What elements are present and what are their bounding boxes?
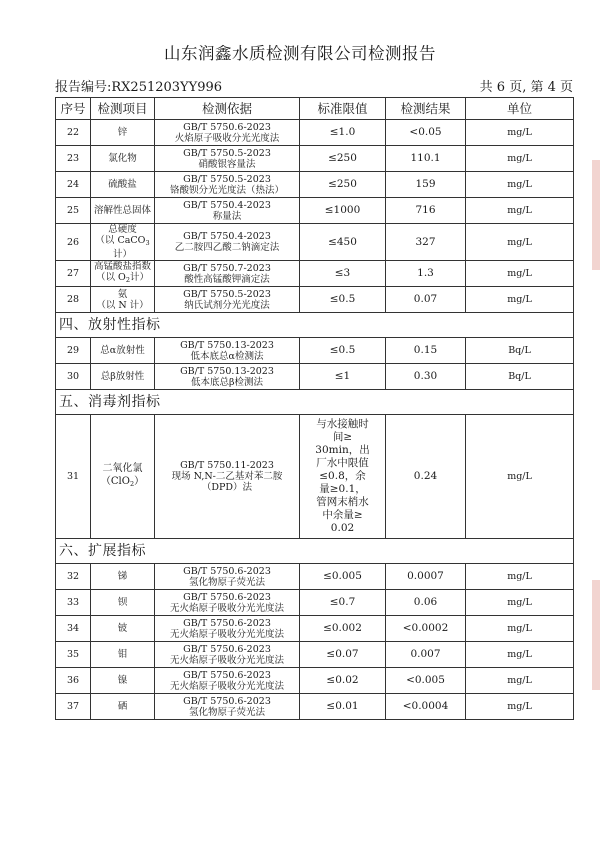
cell-unit: mg/L <box>466 146 574 172</box>
header-basis: 检测依据 <box>155 98 300 120</box>
cell-no: 37 <box>56 694 91 720</box>
cell-result: 0.007 <box>386 642 466 668</box>
cell-item: 溶解性总固体 <box>91 198 155 224</box>
table-row <box>56 616 574 642</box>
cell-result: 0.0007 <box>386 564 466 590</box>
header-item: 检测项目 <box>91 98 155 120</box>
method-name: 无火焰原子吸收分光光度法 <box>169 602 284 614</box>
cell-basis <box>155 694 300 720</box>
cell-item: 氯化物 <box>91 146 155 172</box>
cell-unit: mg/L <box>466 287 574 313</box>
cell-item: 钼 <box>91 642 155 668</box>
method-name: 纳氏试剂分光光度法 <box>184 299 270 311</box>
table-row <box>56 198 574 224</box>
cell-result: <0.05 <box>386 120 466 146</box>
cell-result: 0.30 <box>386 364 466 390</box>
item-subscript: 2 <box>129 480 135 488</box>
table-row <box>56 120 574 146</box>
table-row <box>56 261 574 287</box>
results-table <box>55 97 574 720</box>
section-title-radioactivity: 四、放射性指标 <box>56 313 574 338</box>
cell-limit: ≤450 <box>300 224 386 261</box>
cell-limit: ≤1000 <box>300 198 386 224</box>
std-code: GB/T 5750.5-2023 <box>183 173 271 185</box>
header-limit: 标准限值 <box>300 98 386 120</box>
limit-line: 厂水中限值 <box>316 457 369 469</box>
cell-result: 327 <box>386 224 466 261</box>
cell-item: 钡 <box>91 590 155 616</box>
cell-basis <box>155 564 300 590</box>
cell-limit: ≤0.07 <box>300 642 386 668</box>
seal-edge-bottom <box>592 580 600 690</box>
rows-group-b <box>56 338 574 390</box>
cell-result: 0.07 <box>386 287 466 313</box>
cell-no: 22 <box>56 120 91 146</box>
method-name: 无火焰原子吸收分光光度法 <box>169 628 284 640</box>
cell-result: <0.0004 <box>386 694 466 720</box>
cell-limit: ≤0.02 <box>300 668 386 694</box>
cell-unit: mg/L <box>466 224 574 261</box>
cell-result: 0.24 <box>386 415 466 539</box>
cell-limit: ≤0.7 <box>300 590 386 616</box>
item-subscript: 3 <box>145 239 150 247</box>
report-title: 山东润鑫水质检测有限公司检测报告 <box>164 44 436 63</box>
cell-basis <box>155 261 300 287</box>
cell-no: 36 <box>56 668 91 694</box>
cell-unit: mg/L <box>466 668 574 694</box>
cell-basis <box>155 616 300 642</box>
section-row <box>56 539 574 564</box>
report-number: 报告编号:RX251203YY996 <box>55 80 223 95</box>
method-name: 乙二胺四乙酸二钠滴定法 <box>174 242 280 253</box>
method-name: 无火焰原子吸收分光光度法 <box>169 680 284 692</box>
method-name: 低本底总α检测法 <box>190 350 264 362</box>
std-code: GB/T 5750.6-2023 <box>183 591 271 603</box>
item-line: ） <box>134 476 145 487</box>
section-row <box>56 313 574 338</box>
rows-group-c <box>56 564 574 720</box>
method-name: 无火焰原子吸收分光光度法 <box>169 654 284 666</box>
cell-unit: Bq/L <box>466 338 574 364</box>
cell-unit: mg/L <box>466 616 574 642</box>
header-result: 检测结果 <box>386 98 466 120</box>
cell-no: 33 <box>56 590 91 616</box>
cell-item: 总β放射性 <box>91 364 155 390</box>
cell-item: 硫酸盐 <box>91 172 155 198</box>
cell-no: 24 <box>56 172 91 198</box>
cell-unit: mg/L <box>466 590 574 616</box>
table-row <box>56 668 574 694</box>
std-code: GB/T 5750.13-2023 <box>180 365 274 377</box>
table-row <box>56 172 574 198</box>
cell-no: 26 <box>56 224 91 261</box>
table-row <box>56 590 574 616</box>
table-row <box>56 146 574 172</box>
cell-limit: ≤0.005 <box>300 564 386 590</box>
limit-line: 管网末梢水 <box>316 496 369 508</box>
seal-edge-top <box>592 160 600 270</box>
cell-result: <0.0002 <box>386 616 466 642</box>
cell-no: 34 <box>56 616 91 642</box>
method-name: 称量法 <box>212 210 242 222</box>
cell-basis <box>155 120 300 146</box>
std-code: GB/T 5750.6-2023 <box>183 643 271 655</box>
cell-limit: ≤3 <box>300 261 386 287</box>
section-row <box>56 390 574 415</box>
cell-basis <box>155 668 300 694</box>
item-line: （ClO <box>100 476 130 487</box>
cell-item: 硒 <box>91 694 155 720</box>
cell-no: 35 <box>56 642 91 668</box>
cell-no: 30 <box>56 364 91 390</box>
cell-no: 23 <box>56 146 91 172</box>
table-row <box>56 564 574 590</box>
header-no: 序号 <box>56 98 91 120</box>
std-code: GB/T 5750.5-2023 <box>183 147 271 159</box>
table-row <box>56 415 574 539</box>
method-name: 氢化物原子荧光法 <box>188 706 265 718</box>
cell-no: 29 <box>56 338 91 364</box>
cell-item <box>91 415 155 539</box>
std-code: GB/T 5750.13-2023 <box>180 339 274 351</box>
item-line: （以 CaCO <box>95 235 146 246</box>
cell-item: 总α放射性 <box>91 338 155 364</box>
limit-line: 与水接触时 <box>316 418 369 430</box>
cell-item: 铍 <box>91 616 155 642</box>
cell-basis <box>155 198 300 224</box>
std-code: GB/T 5750.6-2023 <box>183 617 271 629</box>
cell-unit: mg/L <box>466 564 574 590</box>
cell-limit: ≤0.002 <box>300 616 386 642</box>
cell-unit: mg/L <box>466 415 574 539</box>
cell-item: 锑 <box>91 564 155 590</box>
cell-result: 0.15 <box>386 338 466 364</box>
std-code: GB/T 5750.11-2023 <box>180 460 274 471</box>
limit-line: ≤0.8，余 <box>319 470 366 482</box>
cell-limit: ≤1 <box>300 364 386 390</box>
table-header-row <box>56 98 574 120</box>
cell-item: 镍 <box>91 668 155 694</box>
std-code: GB/T 5750.4-2023 <box>183 231 271 242</box>
cell-item <box>91 261 155 287</box>
cell-limit: ≤0.5 <box>300 338 386 364</box>
std-code: GB/T 5750.7-2023 <box>183 262 271 274</box>
method-name: 低本底总β检测法 <box>191 376 263 388</box>
item-line: 计） <box>112 249 132 260</box>
cell-unit: mg/L <box>466 120 574 146</box>
std-code: GB/T 5750.4-2023 <box>183 199 271 211</box>
table-row <box>56 338 574 364</box>
cell-result: 0.06 <box>386 590 466 616</box>
page-indicator: 共 6 页, 第 4 页 <box>479 80 573 95</box>
cell-unit: mg/L <box>466 642 574 668</box>
item-line: （以 N 计） <box>96 299 149 311</box>
cell-basis <box>155 364 300 390</box>
cell-result: 1.3 <box>386 261 466 287</box>
cell-basis <box>155 287 300 313</box>
rows-group-a <box>56 120 574 224</box>
cell-basis <box>155 338 300 364</box>
method-name: 现场 N,N-二乙基对苯二胺 <box>171 471 283 482</box>
method-name: 硝酸银容量法 <box>198 158 256 170</box>
cell-basis <box>155 642 300 668</box>
cell-basis <box>155 415 300 539</box>
cell-unit: mg/L <box>466 198 574 224</box>
cell-limit: ≤0.01 <box>300 694 386 720</box>
table-row <box>56 642 574 668</box>
item-line: 二氧化氯 <box>102 463 143 474</box>
std-code: GB/T 5750.6-2023 <box>183 669 271 681</box>
cell-basis <box>155 146 300 172</box>
cell-item <box>91 287 155 313</box>
cell-result: 110.1 <box>386 146 466 172</box>
table-row <box>56 287 574 313</box>
cell-no: 31 <box>56 415 91 539</box>
cell-unit: Bq/L <box>466 364 574 390</box>
cell-no: 32 <box>56 564 91 590</box>
cell-basis <box>155 590 300 616</box>
method-name: 氢化物原子荧光法 <box>188 576 265 588</box>
cell-limit <box>300 415 386 539</box>
cell-unit: mg/L <box>466 694 574 720</box>
item-line: 氨 <box>117 288 128 300</box>
item-line: 计） <box>129 272 149 283</box>
method-name: （DPD）法 <box>201 482 253 493</box>
cell-no: 27 <box>56 261 91 287</box>
method-name: 酸性高锰酸钾滴定法 <box>184 273 270 285</box>
cell-unit: mg/L <box>466 172 574 198</box>
limit-line: 30min，出 <box>315 444 370 456</box>
std-code: GB/T 5750.6-2023 <box>183 565 271 577</box>
cell-unit: mg/L <box>466 261 574 287</box>
std-code: GB/T 5750.6-2023 <box>183 695 271 707</box>
cell-result: <0.005 <box>386 668 466 694</box>
limit-line: 中余量≥ <box>322 509 363 521</box>
table-row <box>56 694 574 720</box>
cell-basis <box>155 172 300 198</box>
cell-item <box>91 224 155 261</box>
limit-line: 间≥ <box>332 431 353 443</box>
cell-item: 锌 <box>91 120 155 146</box>
cell-basis <box>155 224 300 261</box>
item-line: 总硬度 <box>108 224 137 235</box>
limit-line: 量≥0.1， <box>319 483 366 495</box>
item-line: 高锰酸盐指数（以 O <box>93 261 151 283</box>
item-subscript: 2 <box>125 276 130 284</box>
section-title-disinfectant: 五、消毒剂指标 <box>56 390 574 415</box>
limit-line: 0.02 <box>330 522 355 534</box>
cell-limit: ≤1.0 <box>300 120 386 146</box>
table-row <box>56 364 574 390</box>
cell-result: 159 <box>386 172 466 198</box>
header-unit: 单位 <box>466 98 574 120</box>
section-title-extended: 六、扩展指标 <box>56 539 574 564</box>
method-name: 铬酸钡分光光度法（热法） <box>169 184 284 196</box>
std-code: GB/T 5750.6-2023 <box>183 121 271 133</box>
cell-no: 25 <box>56 198 91 224</box>
cell-no: 28 <box>56 287 91 313</box>
cell-limit: ≤250 <box>300 172 386 198</box>
cell-limit: ≤250 <box>300 146 386 172</box>
cell-result: 716 <box>386 198 466 224</box>
method-name: 火焰原子吸收分光光度法 <box>174 132 280 144</box>
table-row <box>56 224 574 261</box>
cell-limit: ≤0.5 <box>300 287 386 313</box>
std-code: GB/T 5750.5-2023 <box>183 288 271 300</box>
